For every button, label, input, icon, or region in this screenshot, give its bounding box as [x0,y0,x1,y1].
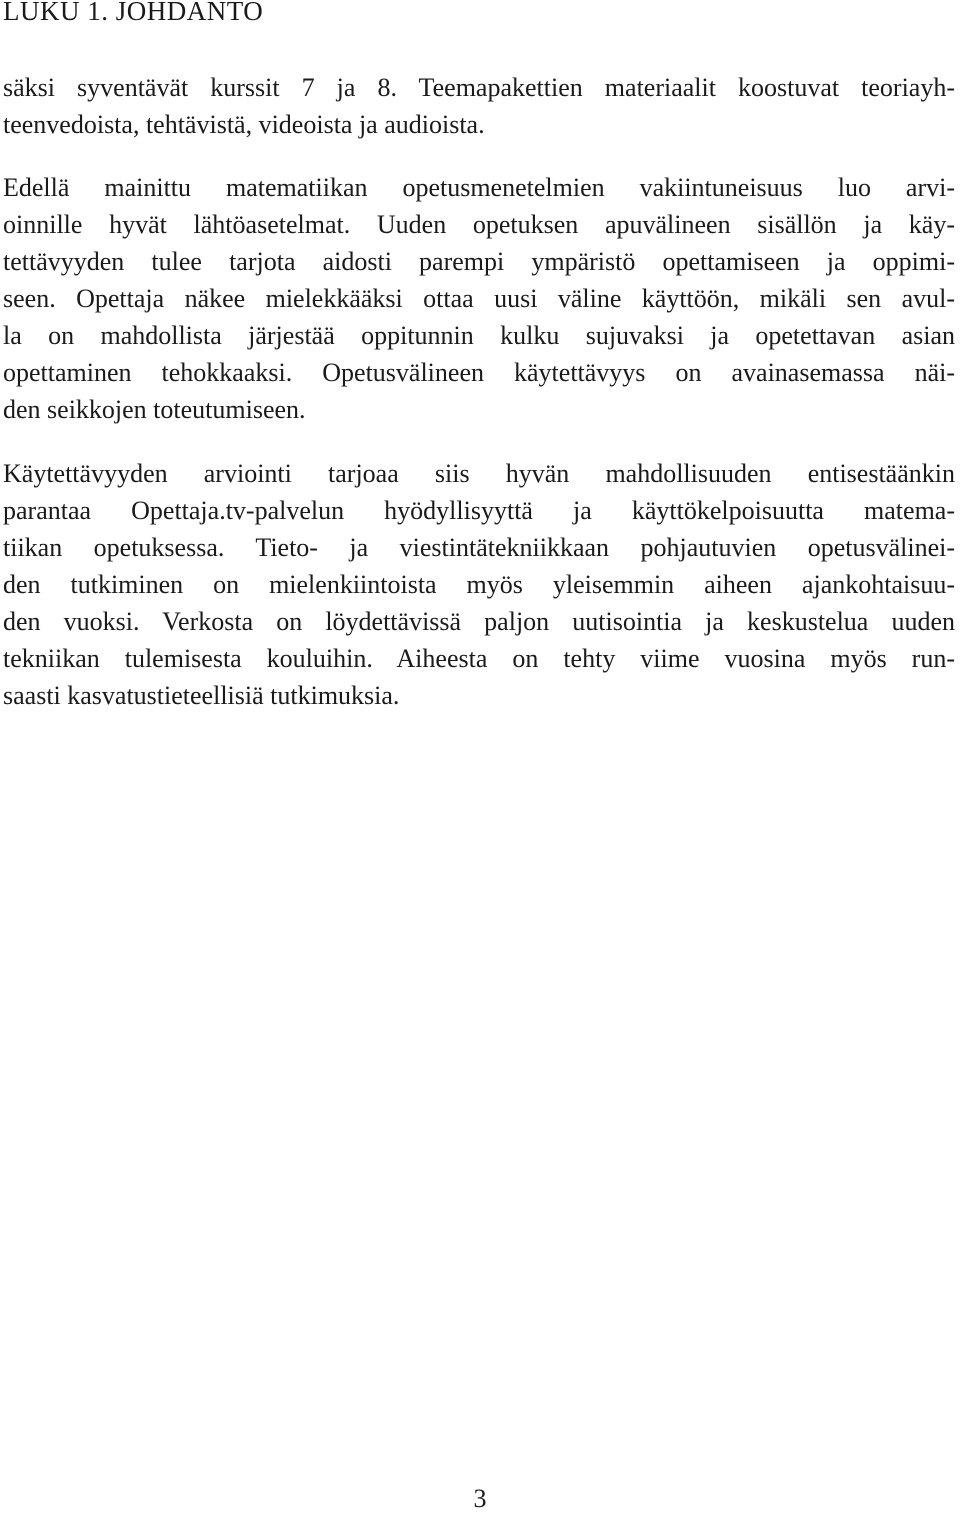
text-line: seen. Opettaja näkee mielekkääksi ottaa uusi väline käyttöön, mikäli sen avul- [3,284,955,313]
text-line: den tutkiminen on mielenkiintoista myös yleisemmin aiheen ajankohtaisuu- [3,570,955,599]
text-line: oinnille hyvät lähtöasetelmat. Uuden opetuksen apuvälineen sisällön ja käy- [3,210,955,239]
text-line: la on mahdollista järjestää oppitunnin kulku sujuvaksi ja opetettavan asian [3,321,955,350]
text-line: parantaa Opettaja.tv-palvelun hyödyllisyyttä ja käyttökelpoisuutta matema- [3,496,955,525]
running-header: LUKU 1. JOHDANTO [3,0,264,26]
text-line: den vuoksi. Verkosta on löydettävissä paljon uutisointia ja keskustelua uuden [3,607,955,636]
text-line: tettävyyden tulee tarjota aidosti parempi ympäristö opettamiseen ja oppimi- [3,247,955,276]
paragraph [3,69,955,143]
text-line: saasti kasvatustieteellisiä tutkimuksia. [3,681,400,710]
paragraph [3,169,955,428]
text-line: säksi syventävät kurssit 7 ja 8. Teemapakettien materiaalit koostuvat teoriayh- [3,73,955,102]
text-line: den seikkojen toteutumiseen. [3,395,306,424]
text-line: tekniikan tulemisesta kouluihin. Aiheesta on tehty viime vuosina myös run- [3,644,955,673]
text-line: opettaminen tehokkaaksi. Opetusvälineen käytettävyys on avainasemassa näi- [3,358,955,387]
text-line: teenvedoista, tehtävistä, videoista ja audioista. [3,110,485,139]
text-line: Edellä mainittu matematiikan opetusmenetelmien vakiintuneisuus luo arvi- [3,173,955,202]
text-line: Käytettävyyden arviointi tarjoaa siis hyvän mahdollisuuden entisestäänkin [3,459,955,488]
text-line: tiikan opetuksessa. Tieto- ja viestintätekniikkaan pohjautuvien opetusvälinei- [3,533,955,562]
paragraph [3,455,955,714]
page-number: 3 [473,1484,487,1513]
